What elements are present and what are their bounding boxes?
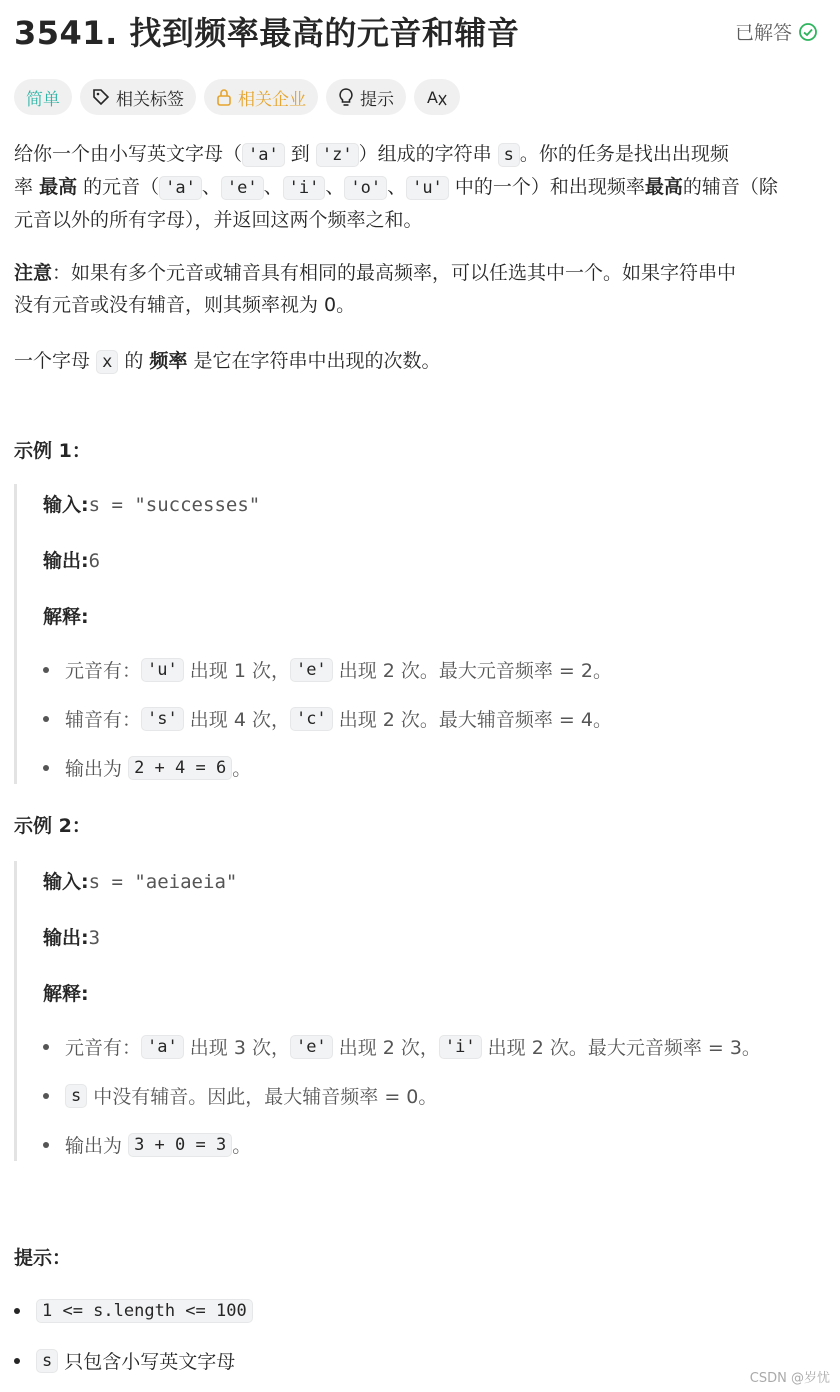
problem-title: 3541. 找到频率最高的元音和辅音 xyxy=(14,14,520,52)
code: 's' xyxy=(141,707,184,731)
example-1-heading: 示例 1： xyxy=(14,440,91,462)
example-output xyxy=(43,546,100,573)
translate-chip[interactable] xyxy=(414,79,460,115)
code: 'u' xyxy=(406,176,449,200)
text: 只包含小写英文字母 xyxy=(64,1351,236,1373)
watermark: CSDN @岁忧 xyxy=(749,1371,830,1386)
input-label: 输入: xyxy=(43,494,89,516)
difficulty-chip[interactable] xyxy=(14,79,72,115)
text: 率 xyxy=(14,176,34,198)
explanation-label xyxy=(43,979,89,1006)
text: 。你的任务是找出出现频 xyxy=(519,143,729,165)
note-paragraph xyxy=(14,257,826,321)
code: s xyxy=(498,143,520,167)
translate-icon xyxy=(426,87,448,107)
text: 、 xyxy=(387,176,407,198)
text: 。 xyxy=(232,1135,252,1157)
code: 'a' xyxy=(159,176,202,200)
output-value: 3 xyxy=(88,927,101,949)
text: 出现 2 次。最大元音频率 = 2。 xyxy=(338,660,612,682)
text: 出现 2 次， xyxy=(338,1037,439,1059)
code: x xyxy=(96,350,118,374)
code: 'a' xyxy=(242,143,285,167)
explanation-text: 解释: xyxy=(43,606,89,628)
svg-text:A: A xyxy=(427,88,438,107)
constraint-item xyxy=(14,1299,253,1323)
text: 出现 2 次。最大元音频率 = 3。 xyxy=(487,1037,761,1059)
solved-label: 已解答 xyxy=(735,22,793,44)
list-item xyxy=(43,656,612,683)
text: 辅音有： xyxy=(65,709,142,731)
text: 没有元音或没有辅音，则其频率视为 0。 xyxy=(14,294,356,316)
text: 出现 2 次。最大辅音频率 = 4。 xyxy=(338,709,612,731)
explanation-text: 解释: xyxy=(43,983,89,1005)
list-item xyxy=(43,754,251,781)
bold-text: 最高 xyxy=(644,176,683,198)
bold-text: 频率 xyxy=(149,350,188,372)
text: ）组成的字符串 xyxy=(358,143,492,165)
example-2-block xyxy=(14,861,829,1161)
tag-icon xyxy=(92,88,110,106)
example-input xyxy=(43,490,260,517)
lock-icon xyxy=(216,88,232,106)
code: s xyxy=(36,1349,58,1373)
text: 输出为 xyxy=(65,1135,123,1157)
solved-status xyxy=(735,18,818,45)
text: 是它在字符串中出现的次数。 xyxy=(193,350,441,372)
code: 'i' xyxy=(283,176,326,200)
hints-heading: 提示： xyxy=(14,1247,72,1269)
description-paragraph xyxy=(14,138,826,236)
text: 、 xyxy=(201,176,221,198)
text: 中的一个）和出现频率 xyxy=(454,176,645,198)
code: 'o' xyxy=(344,176,387,200)
list-item xyxy=(43,1082,437,1109)
text: ：如果有多个元音或辅音具有相同的最高频率，可以任选其中一个。如果字符串中 xyxy=(52,262,737,284)
code: 'e' xyxy=(290,658,333,682)
text: 输出为 xyxy=(65,758,123,780)
input-value: s = "successes" xyxy=(88,494,261,516)
hint-label: 提示 xyxy=(360,89,394,110)
hint-chip[interactable] xyxy=(326,79,406,115)
code: 'z' xyxy=(316,143,359,167)
text: 中没有辅音。因此，最大辅音频率 = 0。 xyxy=(93,1086,438,1108)
lightbulb-icon xyxy=(338,87,354,107)
text: 。 xyxy=(232,758,252,780)
code: 'e' xyxy=(221,176,264,200)
text: 出现 1 次， xyxy=(189,660,290,682)
example-2-heading: 示例 2： xyxy=(14,815,91,837)
text: 的 xyxy=(124,350,144,372)
bold-text: 最高 xyxy=(39,176,78,198)
code: 'e' xyxy=(290,1035,333,1059)
companies-label: 相关企业 xyxy=(238,89,306,110)
text: 到 xyxy=(290,143,310,165)
text: 元音有： xyxy=(65,660,142,682)
text: 给你一个由小写英文字母（ xyxy=(14,143,243,165)
text: 、 xyxy=(263,176,283,198)
text: 元音以外的所有字母），并返回这两个频率之和。 xyxy=(14,209,423,231)
text: 元音有： xyxy=(65,1037,142,1059)
example-input xyxy=(43,867,237,894)
code: 'c' xyxy=(290,707,333,731)
list-item xyxy=(43,1033,761,1060)
output-value: 6 xyxy=(88,550,101,572)
text: 、 xyxy=(325,176,345,198)
code: 2 + 4 = 6 xyxy=(128,756,232,780)
text: 出现 3 次， xyxy=(189,1037,290,1059)
note-label: 注意 xyxy=(14,262,53,284)
code: 1 <= s.length <= 100 xyxy=(36,1299,253,1323)
output-label: 输出: xyxy=(43,927,89,949)
input-label: 输入: xyxy=(43,871,89,893)
tags-label: 相关标签 xyxy=(116,89,184,110)
explanation-label xyxy=(43,602,89,629)
code: 3 + 0 = 3 xyxy=(128,1133,232,1157)
check-circle-icon xyxy=(798,22,818,42)
output-label: 输出: xyxy=(43,550,89,572)
frequency-definition xyxy=(14,345,826,378)
text: 一个字母 xyxy=(14,350,91,372)
list-item xyxy=(43,705,612,732)
example-1-block xyxy=(14,484,829,784)
companies-chip[interactable] xyxy=(204,79,318,115)
code: 'a' xyxy=(141,1035,184,1059)
difficulty-label: 简单 xyxy=(26,89,60,110)
tags-chip[interactable] xyxy=(80,79,196,115)
code: 'u' xyxy=(141,658,184,682)
list-item xyxy=(43,1131,251,1158)
input-value: s = "aeiaeia" xyxy=(88,871,238,893)
code: s xyxy=(65,1084,87,1108)
text: 的元音（ xyxy=(83,176,160,198)
example-output xyxy=(43,923,100,950)
text: 出现 4 次， xyxy=(189,709,290,731)
chip-bar xyxy=(14,79,460,115)
code: 'i' xyxy=(439,1035,482,1059)
constraint-item xyxy=(14,1347,235,1374)
text: 的辅音（除 xyxy=(682,176,778,198)
